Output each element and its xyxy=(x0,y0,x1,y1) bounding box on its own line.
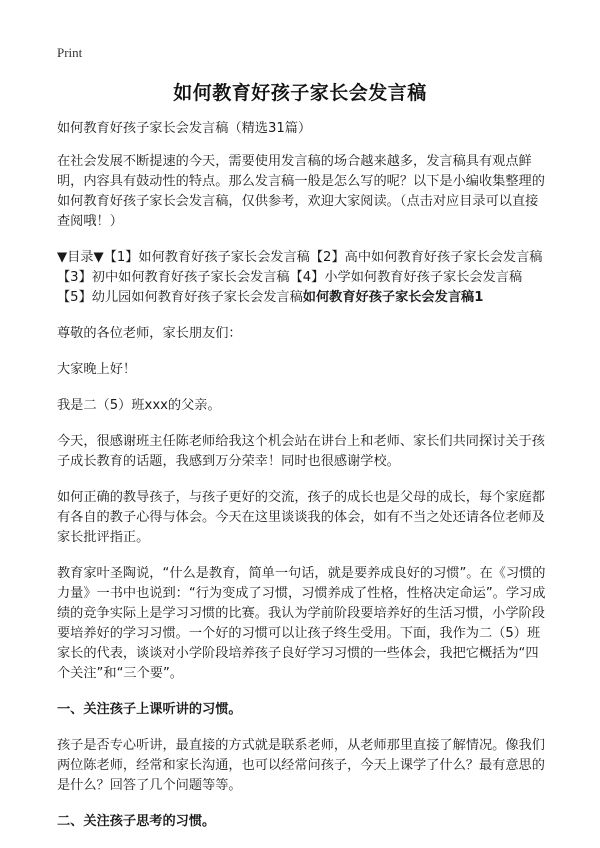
toc-prefix: ▼目录▼ xyxy=(57,250,104,265)
toc-item-3[interactable]: 【3】初中如何教育好孩子家长会发言稿 xyxy=(57,270,290,285)
intro-paragraph: 在社会发展不断提速的今天，需要使用发言稿的场合越来越多，发言稿具有观点鲜明，内容具有鼓动性的特点。那么发言稿一般是怎么写的呢？以下是小编收集整理的如何教育好孩子家长会发言稿，仅供参考，欢迎大家阅读。（点击对应目录可以直接查阅哦！） xyxy=(57,154,545,229)
table-of-contents xyxy=(57,248,550,308)
how-paragraph: 如何正确的教导孩子，与孩子更好的交流，孩子的成长也是父母的成长，每个家庭都有各自的教子心得与体会。今天在这里谈谈我的体会，如有不当之处还请各位老师及家长批评指正。 xyxy=(57,490,545,545)
toc-item-4[interactable]: 【4】小学如何教育好孩子家长会发言稿 xyxy=(289,270,523,285)
self-intro-paragraph: 我是二（5）班xxx的父亲。 xyxy=(57,398,221,413)
heading-thinking: 二、关注孩子思考的习惯。 xyxy=(57,814,216,829)
listening-paragraph: 孩子是否专心听讲，最直接的方式就是联系老师，从老师那里直接了解情况。像我们两位陈老师，经常和家长沟通，也可以经常问孩子，今天上课学了什么？最有意思的是什么？回答了几个问题等等。 xyxy=(57,738,545,793)
quote-paragraph: 教育家叶圣陶说，“什么是教育，简单一句话，就是要养成良好的习惯”。在《习惯的力量》一书中也说到：“行为变成了习惯，习惯养成了性格，性格决定命运”。学习成绩的竞争实际上是学习习惯的比赛。我认为学前阶段要培养好的生活习惯，小学阶段要培养好的学习习惯。一个好的习惯可以让孩子终生受用。下面，我作为二（5）班家长的代表，谈谈对小学阶段培养孩子良好学习习惯的一些体会，我把它概括为“四个关注”和“三个要”。 xyxy=(57,566,546,681)
toc-item-1[interactable]: 【1】如何教育好孩子家长会发言稿 xyxy=(103,250,310,265)
toc-item-5[interactable]: 【5】幼儿园如何教育好孩子家长会发言稿 xyxy=(57,290,303,305)
heading-listening: 一、关注孩子上课听讲的习惯。 xyxy=(57,702,242,717)
page-title: 如何教育好孩子家长会发言稿 xyxy=(173,82,427,104)
subtitle: 如何教育好孩子家长会发言稿（精选31篇） xyxy=(57,121,312,136)
thanks-paragraph: 今天，很感谢班主任陈老师给我这个机会站在讲台上和老师、家长们共同探讨关于孩子成长教育的话题，我感到万分荣幸！同时也很感谢学校。 xyxy=(57,434,545,469)
section-1-title: 如何教育好孩子家长会发言稿1 xyxy=(302,290,484,305)
article-body xyxy=(57,119,550,848)
greeting-paragraph: 尊敬的各位老师，家长朋友们： xyxy=(57,326,242,341)
evening-paragraph: 大家晚上好！ xyxy=(57,362,137,377)
print-link[interactable]: Print xyxy=(57,45,83,60)
toc-item-2[interactable]: 【2】高中如何教育好孩子家长会发言稿 xyxy=(309,250,543,265)
